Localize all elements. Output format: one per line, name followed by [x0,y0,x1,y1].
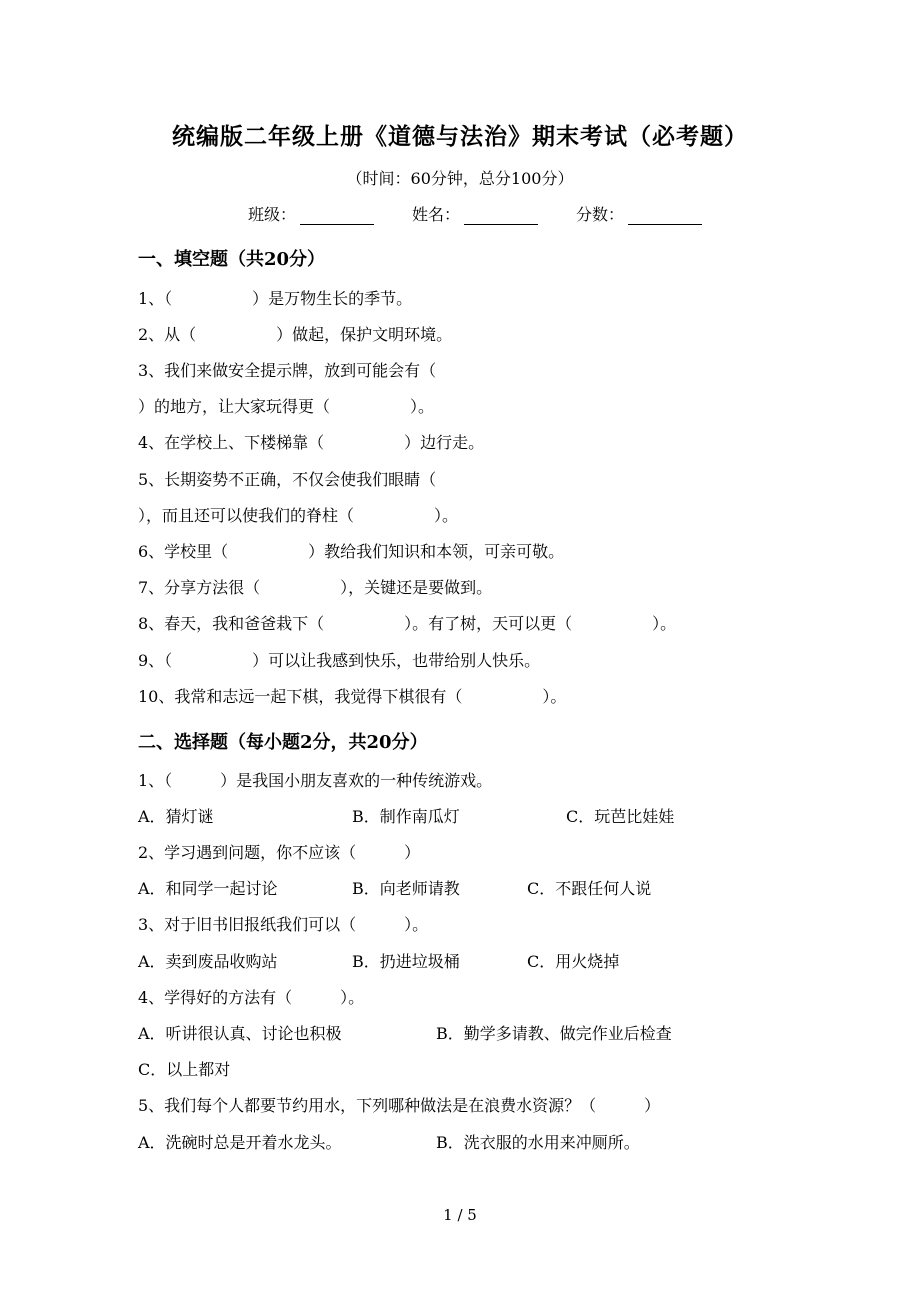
score-label: 分数： [576,205,625,224]
option-b[interactable]: B．勤学多请教、做完作业后检查 [436,1024,672,1043]
name-blank[interactable] [464,208,538,225]
fill-line: ），而且还可以使我们的脊柱（ ）。 [138,506,459,525]
fill-line: 7、分享方法很（ ），关键还是要做到。 [138,578,493,597]
question-text: 4、学得好的方法有（ ）。 [138,988,365,1007]
option-a[interactable]: A．听讲很认真、讨论也积极 [138,1024,342,1043]
fill-line: 1、（ ）是万物生长的季节。 [138,289,413,308]
fill-line: 5、长期姿势不正确，不仅会使我们眼睛（ [138,470,437,489]
name-label: 姓名： [412,205,461,224]
option-b[interactable]: B．洗衣服的水用来冲厕所。 [436,1133,640,1152]
option-c[interactable]: C．以上都对 [138,1060,231,1079]
name-field[interactable] [412,202,538,225]
page-number: 1 / 5 [443,1206,477,1224]
score-field[interactable] [576,202,702,225]
fill-line: 10、我常和志远一起下棋，我觉得下棋很有（ ）。 [138,687,567,706]
class-field[interactable] [248,202,374,225]
option-a[interactable]: A．卖到废品收购站 [138,952,278,971]
score-blank[interactable] [628,208,702,225]
student-info-row [248,202,740,225]
option-b[interactable]: B．制作南瓜灯 [352,807,460,826]
fill-line: ）的地方，让大家玩得更（ ）。 [138,397,435,416]
option-b[interactable]: B．向老师请教 [352,879,460,898]
fill-line: 4、在学校上、下楼梯靠（ ）边行走。 [138,433,485,452]
section2-heading: 二、选择题（每小题2分，共20分） [138,732,428,753]
option-b[interactable]: B．扔进垃圾桶 [352,952,460,971]
section1-heading: 一、填空题（共20分） [138,249,326,270]
option-c[interactable]: C．不跟任何人说 [527,879,652,898]
fill-line: 2、从（ ）做起，保护文明环境。 [138,325,453,344]
option-a[interactable]: A．猜灯谜 [138,807,214,826]
question-text: 1、（ ）是我国小朋友喜欢的一种传统游戏。 [138,771,493,790]
question-text: 3、对于旧书旧报纸我们可以（ ）。 [138,915,429,934]
question-text: 2、学习遇到问题，你不应该（ ） [138,843,421,862]
class-label: 班级： [248,205,297,224]
class-blank[interactable] [300,208,374,225]
fill-line: 9、（ ）可以让我感到快乐，也带给别人快乐。 [138,651,541,670]
option-c[interactable]: C．玩芭比娃娃 [566,807,675,826]
option-a[interactable]: A．和同学一起讨论 [138,879,278,898]
question-text: 5、我们每个人都要节约用水，下列哪种做法是在浪费水资源？（ ） [138,1096,661,1115]
fill-line: 6、学校里（ ）教给我们知识和本领，可亲可敬。 [138,542,565,561]
fill-line: 3、我们来做安全提示牌，放到可能会有（ [138,361,437,380]
exam-subtitle: （时间：60分钟，总分100分） [346,169,574,188]
option-c[interactable]: C．用火烧掉 [527,952,620,971]
exam-title: 统编版二年级上册《道德与法治》期末考试（必考题） [172,123,748,150]
option-a[interactable]: A．洗碗时总是开着水龙头。 [138,1133,342,1152]
fill-line: 8、春天，我和爸爸栽下（ ）。有了树，天可以更（ ）。 [138,614,677,633]
